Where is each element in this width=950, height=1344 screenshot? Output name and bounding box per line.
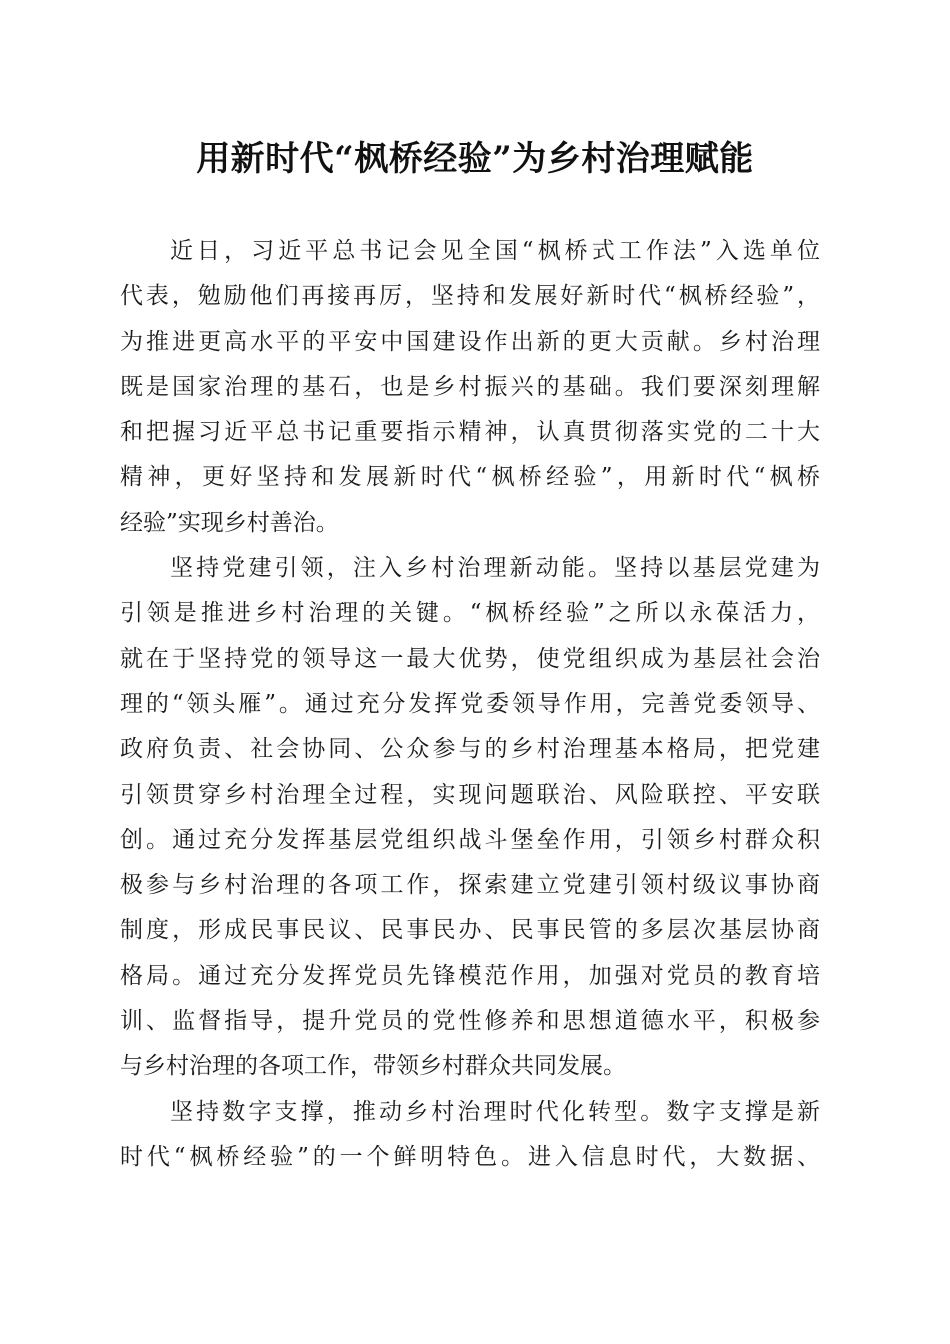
paragraph-2-line-4: 理的“领头雁”。通过充分发挥党委领导作用，完善党委领导、 (120, 690, 820, 717)
document-title: 用新时代“枫桥经验”为乡村治理赋能 (196, 139, 754, 179)
paragraph-2-line-3: 就在于坚持党的领导这一最大优势，使党组织成为基层社会治 (120, 645, 820, 672)
paragraph-2-line-1: 坚持党建引领，注入乡村治理新动能。坚持以基层党建为 (170, 555, 820, 582)
paragraph-3-line-2: 时代“枫桥经验”的一个鲜明特色。进入信息时代，大数据、 (120, 1143, 820, 1170)
paragraph-2-line-10: 格局。通过充分发挥党员先锋模范作用，加强对党员的教育培 (120, 962, 820, 989)
paragraph-2-line-11: 训、监督指导，提升党员的党性修养和思想道德水平，积极参 (120, 1008, 820, 1035)
paragraph-1-line-4: 既是国家治理的基石，也是乡村振兴的基础。我们要深刻理解 (120, 373, 820, 400)
document-body (120, 229, 820, 1180)
paragraph-1-line-7: 经验”实现乡村善治。 (120, 509, 339, 536)
paragraph-2-line-9: 制度，形成民事民议、民事民办、民事民管的多层次基层协商 (120, 917, 820, 944)
paragraph-3-line-1: 坚持数字支撑，推动乡村治理时代化转型。数字支撑是新 (170, 1098, 820, 1125)
paragraph-2-line-6: 引领贯穿乡村治理全过程，实现问题联治、风险联控、平安联 (120, 781, 820, 808)
paragraph-2-line-7: 创。通过充分发挥基层党组织战斗堡垒作用，引领乡村群众积 (120, 826, 820, 853)
paragraph-1-line-2: 代表，勉励他们再接再厉，坚持和发展好新时代“枫桥经验”， (120, 283, 820, 310)
paragraph-2-line-8: 极参与乡村治理的各项工作，探索建立党建引领村级议事协商 (120, 872, 820, 899)
paragraph-2-line-12: 与乡村治理的各项工作，带领乡村群众共同发展。 (120, 1053, 626, 1080)
paragraph-1-line-5: 和把握习近平总书记重要指示精神，认真贯彻落实党的二十大 (120, 419, 820, 446)
paragraph-1-line-3: 为推进更高水平的平安中国建设作出新的更大贡献。乡村治理 (120, 328, 820, 355)
paragraph-2-line-5: 政府负责、社会协同、公众参与的乡村治理基本格局，把党建 (120, 736, 820, 763)
paragraph-1-line-1: 近日，习近平总书记会见全国“枫桥式工作法”入选单位 (170, 238, 820, 264)
paragraph-1-line-6: 精神，更好坚持和发展新时代“枫桥经验”，用新时代“枫桥 (120, 464, 820, 491)
paragraph-2-line-2: 引领是推进乡村治理的关键。“枫桥经验”之所以永葆活力， (120, 600, 820, 627)
